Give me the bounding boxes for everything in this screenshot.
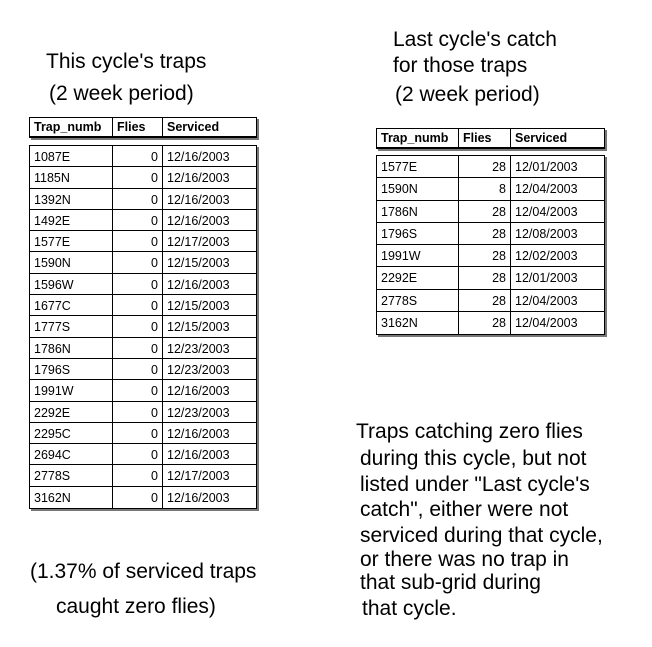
cell-trap-number: 2694C xyxy=(30,444,113,464)
cell-serviced: 12/16/2003 xyxy=(167,490,230,505)
note-line: catch", either were not xyxy=(360,498,569,521)
cell-flies: 0 xyxy=(113,359,163,379)
cell-trap-number: 1596W xyxy=(30,274,113,294)
cell-flies: 0 xyxy=(113,380,163,400)
cell-trap-number: 1590N xyxy=(30,252,113,272)
table-row[interactable] xyxy=(30,274,256,295)
cell-trap-number: 1677C xyxy=(30,295,113,315)
cell-flies: 28 xyxy=(459,312,511,334)
cell-serviced: 12/01/2003 xyxy=(515,160,578,174)
cell-trap-number: 1577E xyxy=(377,156,459,177)
cell-flies: 0 xyxy=(113,465,163,485)
cell-trap-number: 1796S xyxy=(377,223,459,244)
cell-flies: 0 xyxy=(113,167,163,187)
table-row[interactable] xyxy=(30,402,256,423)
column-header-flies[interactable]: Flies xyxy=(459,129,511,147)
cell-serviced: 12/16/2003 xyxy=(167,426,230,441)
cell-flies: 28 xyxy=(459,223,511,244)
cell-serviced: 12/17/2003 xyxy=(167,235,230,250)
cell-trap-number: 3162N xyxy=(377,312,459,334)
table-row[interactable] xyxy=(30,231,256,252)
cell-trap-number: 2292E xyxy=(30,402,113,422)
cell-serviced: 12/04/2003 xyxy=(515,293,578,308)
cell-serviced: 12/16/2003 xyxy=(167,192,230,207)
cell-serviced: 12/15/2003 xyxy=(167,299,230,314)
cell-flies: 0 xyxy=(113,402,163,422)
table-row[interactable] xyxy=(377,223,604,245)
table-row[interactable] xyxy=(30,252,256,273)
right-title-line2: for those traps xyxy=(393,54,528,77)
cell-flies: 28 xyxy=(459,290,511,311)
cell-trap-number: 1991W xyxy=(377,245,459,266)
table-row[interactable] xyxy=(377,178,604,200)
right-title-line1: Last cycle's catch xyxy=(393,28,557,51)
table-row[interactable] xyxy=(30,338,256,359)
left-title-line1: This cycle's traps xyxy=(46,50,207,73)
table-row[interactable] xyxy=(30,189,256,210)
column-header-serviced[interactable]: Serviced xyxy=(167,120,220,134)
table-row[interactable] xyxy=(377,201,604,223)
cell-serviced: 12/16/2003 xyxy=(167,171,230,186)
note-line: during this cycle, but not xyxy=(360,447,587,470)
note-line: listed under "Last cycle's xyxy=(360,473,590,496)
table-row[interactable] xyxy=(30,359,256,380)
cell-flies: 0 xyxy=(113,252,163,272)
note-line: that sub-grid during xyxy=(360,571,541,594)
cell-flies: 28 xyxy=(459,245,511,266)
column-header-flies[interactable]: Flies xyxy=(113,118,163,136)
cell-serviced: 12/23/2003 xyxy=(167,405,230,420)
cell-serviced: 12/15/2003 xyxy=(167,256,230,271)
table-row[interactable] xyxy=(30,465,256,486)
cell-trap-number: 1087E xyxy=(30,146,113,166)
cell-trap-number: 1492E xyxy=(30,210,113,230)
footnote-line2: caught zero flies) xyxy=(56,595,216,618)
table-row[interactable] xyxy=(30,167,256,188)
cell-flies: 0 xyxy=(113,146,163,166)
cell-trap-number: 3162N xyxy=(30,487,113,508)
cell-serviced: 12/04/2003 xyxy=(515,316,578,331)
cell-trap-number: 1796S xyxy=(30,359,113,379)
cell-trap-number: 2295C xyxy=(30,423,113,443)
table-row[interactable] xyxy=(377,290,604,312)
cell-flies: 28 xyxy=(459,156,511,177)
table-row[interactable] xyxy=(30,295,256,316)
table-row[interactable] xyxy=(30,380,256,401)
table-row[interactable] xyxy=(377,312,604,334)
right-table-header xyxy=(376,128,605,149)
note-line: serviced during that cycle, xyxy=(360,524,603,547)
cell-flies: 0 xyxy=(113,295,163,315)
cell-serviced: 12/02/2003 xyxy=(515,249,578,264)
table-row[interactable] xyxy=(30,316,256,337)
cell-flies: 0 xyxy=(113,423,163,443)
cell-serviced: 12/16/2003 xyxy=(167,213,230,228)
cell-serviced: 12/16/2003 xyxy=(167,150,230,164)
cell-serviced: 12/01/2003 xyxy=(515,271,578,286)
table-row[interactable] xyxy=(377,245,604,267)
cell-trap-number: 1786N xyxy=(377,201,459,222)
cell-serviced: 12/16/2003 xyxy=(167,448,230,463)
cell-trap-number: 2292E xyxy=(377,267,459,288)
cell-trap-number: 1577E xyxy=(30,231,113,251)
table-row[interactable] xyxy=(30,444,256,465)
footnote-line1: (1.37% of serviced traps xyxy=(30,560,257,583)
right-title-line3: (2 week period) xyxy=(395,83,540,106)
cell-trap-number: 1777S xyxy=(30,316,113,336)
cell-flies: 28 xyxy=(459,267,511,288)
cell-trap-number: 1991W xyxy=(30,380,113,400)
left-title-line2: (2 week period) xyxy=(49,82,194,105)
column-header-trap-number[interactable]: Trap_numb xyxy=(377,129,459,147)
cell-serviced: 12/16/2003 xyxy=(167,277,230,292)
cell-flies: 0 xyxy=(113,316,163,336)
cell-trap-number: 1786N xyxy=(30,338,113,358)
cell-trap-number: 1392N xyxy=(30,189,113,209)
cell-serviced: 12/15/2003 xyxy=(167,320,230,335)
cell-serviced: 12/04/2003 xyxy=(515,204,578,219)
right-table-body xyxy=(376,155,605,335)
cell-flies: 0 xyxy=(113,487,163,508)
table-row[interactable] xyxy=(30,487,256,508)
cell-serviced: 12/16/2003 xyxy=(167,384,230,399)
table-row[interactable] xyxy=(377,156,604,178)
cell-flies: 0 xyxy=(113,210,163,230)
cell-trap-number: 2778S xyxy=(377,290,459,311)
cell-trap-number: 1185N xyxy=(30,167,113,187)
cell-serviced: 12/08/2003 xyxy=(515,226,578,241)
note-line: or there was no trap in xyxy=(360,548,569,571)
cell-flies: 0 xyxy=(113,189,163,209)
cell-flies: 28 xyxy=(459,201,511,222)
cell-flies: 0 xyxy=(113,444,163,464)
cell-flies: 0 xyxy=(113,231,163,251)
column-header-serviced[interactable]: Serviced xyxy=(515,131,568,145)
left-table-header xyxy=(29,117,257,138)
column-header-trap-number[interactable]: Trap_numb xyxy=(30,118,113,136)
cell-serviced: 12/04/2003 xyxy=(515,182,578,197)
table-row[interactable] xyxy=(30,146,256,167)
cell-flies: 8 xyxy=(459,178,511,199)
note-line: that cycle. xyxy=(362,597,457,620)
cell-flies: 0 xyxy=(113,338,163,358)
left-table-body xyxy=(29,145,257,509)
cell-trap-number: 2778S xyxy=(30,465,113,485)
table-row[interactable] xyxy=(30,210,256,231)
cell-serviced: 12/23/2003 xyxy=(167,362,230,377)
note-line: Traps catching zero flies xyxy=(356,420,583,443)
cell-serviced: 12/17/2003 xyxy=(167,469,230,484)
table-row[interactable] xyxy=(377,267,604,289)
table-row[interactable] xyxy=(30,423,256,444)
cell-trap-number: 1590N xyxy=(377,178,459,199)
cell-serviced: 12/23/2003 xyxy=(167,341,230,356)
cell-flies: 0 xyxy=(113,274,163,294)
